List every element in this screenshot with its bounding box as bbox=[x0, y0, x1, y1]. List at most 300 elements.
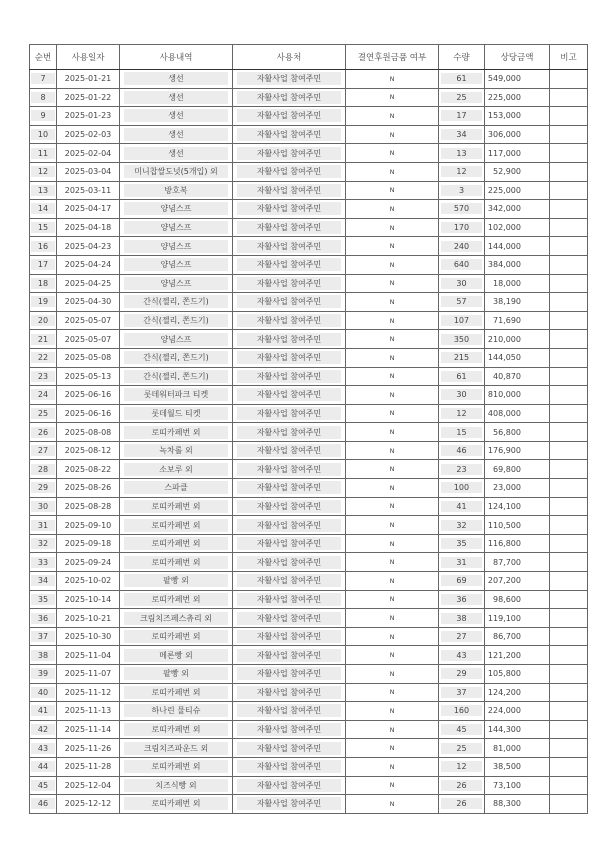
cell-place bbox=[233, 460, 346, 479]
cell-usage-value: 팥빵 외 bbox=[124, 667, 228, 680]
cell-date: 2025-08-08 bbox=[57, 423, 120, 442]
cell-place-value: 자활사업 참여주민 bbox=[237, 72, 341, 85]
table-row bbox=[30, 162, 588, 181]
cell-qty bbox=[439, 534, 485, 553]
cell-place bbox=[233, 293, 346, 312]
cell-usage bbox=[120, 460, 233, 479]
cell-note bbox=[550, 534, 588, 553]
table-row bbox=[30, 181, 588, 200]
cell-date: 2025-02-03 bbox=[57, 125, 120, 144]
cell-date: 2025-06-16 bbox=[57, 386, 120, 405]
cell-seq bbox=[30, 107, 57, 126]
cell-amount: 224,000 bbox=[485, 702, 550, 721]
cell-amount: 124,200 bbox=[485, 683, 550, 702]
cell-note bbox=[550, 460, 588, 479]
cell-qty-value: 41 bbox=[441, 501, 481, 512]
cell-place bbox=[233, 795, 346, 814]
cell-date: 2025-05-13 bbox=[57, 367, 120, 386]
cell-usage-value: 크림치즈페스츄리 외 bbox=[124, 612, 228, 625]
cell-place bbox=[233, 88, 346, 107]
cell-usage bbox=[120, 144, 233, 163]
cell-note bbox=[550, 683, 588, 702]
cell-seq bbox=[30, 237, 57, 256]
cell-usage-value: 팥빵 외 bbox=[124, 574, 228, 587]
cell-usage bbox=[120, 404, 233, 423]
cell-place bbox=[233, 404, 346, 423]
table-row bbox=[30, 255, 588, 274]
cell-qty-value: 23 bbox=[441, 464, 481, 475]
cell-seq bbox=[30, 479, 57, 498]
cell-usage bbox=[120, 590, 233, 609]
cell-seq-value: 38 bbox=[31, 650, 55, 661]
cell-usage bbox=[120, 627, 233, 646]
cell-flag: N bbox=[346, 162, 439, 181]
cell-place-value: 자활사업 참여주민 bbox=[237, 704, 341, 717]
cell-seq-value: 26 bbox=[31, 427, 55, 438]
cell-usage bbox=[120, 776, 233, 795]
cell-usage-value: 로띠카페번 외 bbox=[124, 537, 228, 550]
cell-date: 2025-03-04 bbox=[57, 162, 120, 181]
cell-seq-value: 35 bbox=[31, 594, 55, 605]
cell-qty-value: 61 bbox=[441, 371, 481, 382]
cell-seq-value: 33 bbox=[31, 557, 55, 568]
cell-qty-value: 12 bbox=[441, 166, 481, 177]
cell-usage bbox=[120, 218, 233, 237]
cell-usage bbox=[120, 330, 233, 349]
cell-amount: 144,000 bbox=[485, 237, 550, 256]
cell-note bbox=[550, 479, 588, 498]
cell-usage bbox=[120, 348, 233, 367]
cell-note bbox=[550, 757, 588, 776]
table-body bbox=[30, 70, 588, 814]
table-row bbox=[30, 274, 588, 293]
cell-place bbox=[233, 572, 346, 591]
cell-qty-value: 30 bbox=[441, 278, 481, 289]
cell-usage bbox=[120, 553, 233, 572]
cell-note bbox=[550, 311, 588, 330]
cell-place-value: 자활사업 참여주민 bbox=[237, 444, 341, 457]
cell-place bbox=[233, 423, 346, 442]
cell-usage-value: 간식(젤리, 쫀드기) bbox=[124, 295, 228, 308]
cell-flag: N bbox=[346, 144, 439, 163]
cell-qty bbox=[439, 609, 485, 628]
cell-note bbox=[550, 293, 588, 312]
cell-usage-value: 양념스프 bbox=[124, 333, 228, 346]
cell-usage-value: 생선 bbox=[124, 109, 228, 122]
cell-place bbox=[233, 367, 346, 386]
cell-flag: N bbox=[346, 720, 439, 739]
cell-usage-value: 생선 bbox=[124, 72, 228, 85]
cell-date: 2025-04-17 bbox=[57, 200, 120, 219]
cell-flag: N bbox=[346, 534, 439, 553]
cell-seq-value: 41 bbox=[31, 705, 55, 716]
cell-amount: 69,800 bbox=[485, 460, 550, 479]
cell-qty-value: 100 bbox=[441, 482, 481, 493]
cell-seq bbox=[30, 441, 57, 460]
cell-flag: N bbox=[346, 553, 439, 572]
cell-place bbox=[233, 720, 346, 739]
cell-usage bbox=[120, 795, 233, 814]
cell-place bbox=[233, 776, 346, 795]
cell-note bbox=[550, 776, 588, 795]
cell-place bbox=[233, 237, 346, 256]
cell-note bbox=[550, 386, 588, 405]
cell-qty-value: 17 bbox=[441, 110, 481, 121]
cell-qty-value: 26 bbox=[441, 798, 481, 809]
cell-qty-value: 107 bbox=[441, 315, 481, 326]
cell-qty-value: 61 bbox=[441, 73, 481, 84]
cell-usage-value: 양념스프 bbox=[124, 202, 228, 215]
cell-flag: N bbox=[346, 404, 439, 423]
table-row bbox=[30, 144, 588, 163]
cell-qty bbox=[439, 367, 485, 386]
cell-amount: 52,900 bbox=[485, 162, 550, 181]
cell-qty-value: 43 bbox=[441, 650, 481, 661]
cell-place-value: 자활사업 참여주민 bbox=[237, 556, 341, 569]
table-row bbox=[30, 516, 588, 535]
cell-qty-value: 35 bbox=[441, 538, 481, 549]
cell-usage-value: 양념스프 bbox=[124, 221, 228, 234]
cell-place-value: 자활사업 참여주민 bbox=[237, 128, 341, 141]
cell-note bbox=[550, 795, 588, 814]
cell-qty-value: 640 bbox=[441, 259, 481, 270]
cell-place bbox=[233, 590, 346, 609]
cell-date: 2025-04-25 bbox=[57, 274, 120, 293]
cell-place-value: 자활사업 참여주민 bbox=[237, 630, 341, 643]
cell-date: 2025-05-07 bbox=[57, 330, 120, 349]
cell-date: 2025-10-02 bbox=[57, 572, 120, 591]
cell-seq bbox=[30, 367, 57, 386]
cell-seq bbox=[30, 795, 57, 814]
cell-amount: 40,870 bbox=[485, 367, 550, 386]
cell-date: 2025-11-26 bbox=[57, 739, 120, 758]
cell-usage-value: 메론빵 외 bbox=[124, 649, 228, 662]
cell-seq-value: 19 bbox=[31, 296, 55, 307]
table-row bbox=[30, 776, 588, 795]
cell-seq bbox=[30, 274, 57, 293]
cell-flag: N bbox=[346, 107, 439, 126]
table-row bbox=[30, 720, 588, 739]
cell-date: 2025-03-11 bbox=[57, 181, 120, 200]
cell-usage-value: 양념스프 bbox=[124, 277, 228, 290]
cell-place-value: 자활사업 참여주민 bbox=[237, 612, 341, 625]
cell-qty bbox=[439, 683, 485, 702]
cell-qty bbox=[439, 70, 485, 89]
cell-note bbox=[550, 367, 588, 386]
cell-amount: 124,100 bbox=[485, 497, 550, 516]
table-row bbox=[30, 665, 588, 684]
cell-seq-value: 28 bbox=[31, 464, 55, 475]
cell-flag: N bbox=[346, 367, 439, 386]
cell-note bbox=[550, 441, 588, 460]
cell-usage bbox=[120, 683, 233, 702]
cell-usage-value: 소보루 외 bbox=[124, 463, 228, 476]
cell-place bbox=[233, 627, 346, 646]
cell-usage-value: 방호복 bbox=[124, 184, 228, 197]
cell-note bbox=[550, 609, 588, 628]
cell-place-value: 자활사업 참여주민 bbox=[237, 519, 341, 532]
cell-seq bbox=[30, 460, 57, 479]
cell-qty bbox=[439, 739, 485, 758]
cell-usage-value: 간식(젤리, 쫀드기) bbox=[124, 370, 228, 383]
cell-note bbox=[550, 125, 588, 144]
usage-table bbox=[29, 44, 588, 814]
cell-usage bbox=[120, 665, 233, 684]
cell-date: 2025-12-12 bbox=[57, 795, 120, 814]
cell-place bbox=[233, 330, 346, 349]
cell-flag: N bbox=[346, 795, 439, 814]
cell-note bbox=[550, 70, 588, 89]
cell-usage-value: 치즈식빵 외 bbox=[124, 779, 228, 792]
cell-usage-value: 생선 bbox=[124, 147, 228, 160]
cell-flag: N bbox=[346, 330, 439, 349]
cell-seq bbox=[30, 162, 57, 181]
header-date: 사용일자 bbox=[57, 45, 120, 70]
cell-flag: N bbox=[346, 683, 439, 702]
cell-place bbox=[233, 739, 346, 758]
cell-seq bbox=[30, 627, 57, 646]
cell-qty bbox=[439, 348, 485, 367]
table-row bbox=[30, 627, 588, 646]
cell-seq bbox=[30, 218, 57, 237]
table-row bbox=[30, 460, 588, 479]
cell-place-value: 자활사업 참여주민 bbox=[237, 147, 341, 160]
cell-flag: N bbox=[346, 70, 439, 89]
cell-usage-value: 스파클 bbox=[124, 481, 228, 494]
table-row bbox=[30, 423, 588, 442]
cell-flag: N bbox=[346, 311, 439, 330]
cell-flag: N bbox=[346, 218, 439, 237]
cell-seq bbox=[30, 534, 57, 553]
cell-seq-value: 14 bbox=[31, 203, 55, 214]
cell-qty bbox=[439, 627, 485, 646]
cell-place-value: 자활사업 참여주민 bbox=[237, 388, 341, 401]
cell-qty bbox=[439, 330, 485, 349]
cell-place bbox=[233, 162, 346, 181]
cell-seq-value: 10 bbox=[31, 129, 55, 140]
cell-place-value: 자활사업 참여주민 bbox=[237, 593, 341, 606]
cell-amount: 384,000 bbox=[485, 255, 550, 274]
cell-usage bbox=[120, 200, 233, 219]
cell-qty bbox=[439, 200, 485, 219]
cell-qty-value: 13 bbox=[441, 148, 481, 159]
cell-seq bbox=[30, 553, 57, 572]
table-row bbox=[30, 386, 588, 405]
cell-amount: 116,800 bbox=[485, 534, 550, 553]
cell-flag: N bbox=[346, 441, 439, 460]
cell-qty bbox=[439, 776, 485, 795]
cell-flag: N bbox=[346, 88, 439, 107]
cell-seq bbox=[30, 702, 57, 721]
table-row bbox=[30, 293, 588, 312]
cell-usage bbox=[120, 255, 233, 274]
cell-date: 2025-08-12 bbox=[57, 441, 120, 460]
cell-seq-value: 32 bbox=[31, 538, 55, 549]
table-row bbox=[30, 609, 588, 628]
cell-amount: 87,700 bbox=[485, 553, 550, 572]
cell-usage bbox=[120, 479, 233, 498]
cell-qty-value: 37 bbox=[441, 687, 481, 698]
cell-place bbox=[233, 665, 346, 684]
cell-amount: 18,000 bbox=[485, 274, 550, 293]
cell-seq-value: 25 bbox=[31, 408, 55, 419]
cell-qty-value: 12 bbox=[441, 408, 481, 419]
cell-qty bbox=[439, 107, 485, 126]
cell-flag: N bbox=[346, 293, 439, 312]
cell-qty-value: 29 bbox=[441, 668, 481, 679]
cell-place-value: 자활사업 참여주민 bbox=[237, 184, 341, 197]
cell-flag: N bbox=[346, 237, 439, 256]
cell-place bbox=[233, 479, 346, 498]
cell-amount: 71,690 bbox=[485, 311, 550, 330]
cell-flag: N bbox=[346, 702, 439, 721]
cell-usage-value: 로띠카페번 외 bbox=[124, 686, 228, 699]
cell-date: 2025-11-28 bbox=[57, 757, 120, 776]
cell-seq bbox=[30, 144, 57, 163]
cell-note bbox=[550, 404, 588, 423]
cell-usage bbox=[120, 70, 233, 89]
cell-usage-value: 생선 bbox=[124, 91, 228, 104]
cell-amount: 225,000 bbox=[485, 88, 550, 107]
cell-flag: N bbox=[346, 609, 439, 628]
cell-place-value: 자활사업 참여주민 bbox=[237, 760, 341, 773]
cell-qty-value: 46 bbox=[441, 445, 481, 456]
cell-note bbox=[550, 274, 588, 293]
table-row bbox=[30, 125, 588, 144]
cell-seq-value: 42 bbox=[31, 724, 55, 735]
cell-amount: 23,000 bbox=[485, 479, 550, 498]
cell-qty bbox=[439, 479, 485, 498]
cell-amount: 144,050 bbox=[485, 348, 550, 367]
header-usage: 사용내역 bbox=[120, 45, 233, 70]
cell-seq-value: 39 bbox=[31, 668, 55, 679]
cell-amount: 38,190 bbox=[485, 293, 550, 312]
cell-place-value: 자활사업 참여주민 bbox=[237, 277, 341, 290]
cell-usage bbox=[120, 162, 233, 181]
cell-qty bbox=[439, 720, 485, 739]
cell-qty bbox=[439, 144, 485, 163]
cell-usage bbox=[120, 646, 233, 665]
cell-qty bbox=[439, 553, 485, 572]
cell-amount: 810,000 bbox=[485, 386, 550, 405]
cell-qty-value: 350 bbox=[441, 334, 481, 345]
cell-qty bbox=[439, 795, 485, 814]
cell-seq-value: 45 bbox=[31, 780, 55, 791]
cell-amount: 98,600 bbox=[485, 590, 550, 609]
table-row bbox=[30, 70, 588, 89]
cell-place-value: 자활사업 참여주민 bbox=[237, 221, 341, 234]
cell-amount: 110,500 bbox=[485, 516, 550, 535]
cell-amount: 73,100 bbox=[485, 776, 550, 795]
cell-note bbox=[550, 162, 588, 181]
cell-qty bbox=[439, 293, 485, 312]
cell-amount: 210,000 bbox=[485, 330, 550, 349]
cell-note bbox=[550, 218, 588, 237]
cell-note bbox=[550, 627, 588, 646]
cell-seq bbox=[30, 776, 57, 795]
cell-note bbox=[550, 144, 588, 163]
cell-qty bbox=[439, 311, 485, 330]
cell-place bbox=[233, 200, 346, 219]
cell-place bbox=[233, 441, 346, 460]
cell-seq bbox=[30, 88, 57, 107]
cell-note bbox=[550, 237, 588, 256]
cell-date: 2025-01-21 bbox=[57, 70, 120, 89]
cell-note bbox=[550, 590, 588, 609]
cell-place bbox=[233, 553, 346, 572]
cell-usage bbox=[120, 516, 233, 535]
cell-qty bbox=[439, 590, 485, 609]
cell-qty-value: 45 bbox=[441, 724, 481, 735]
cell-place bbox=[233, 516, 346, 535]
cell-flag: N bbox=[346, 348, 439, 367]
cell-qty-value: 36 bbox=[441, 594, 481, 605]
cell-flag: N bbox=[346, 739, 439, 758]
cell-place-value: 자활사업 참여주민 bbox=[237, 240, 341, 253]
header-amount: 상당금액 bbox=[485, 45, 550, 70]
cell-note bbox=[550, 516, 588, 535]
cell-flag: N bbox=[346, 200, 439, 219]
cell-seq bbox=[30, 348, 57, 367]
cell-flag: N bbox=[346, 479, 439, 498]
cell-seq-value: 46 bbox=[31, 798, 55, 809]
cell-usage-value: 로띠카페번 외 bbox=[124, 797, 228, 810]
cell-place bbox=[233, 683, 346, 702]
table-row bbox=[30, 237, 588, 256]
cell-usage-value: 로띠카페번 외 bbox=[124, 426, 228, 439]
cell-usage bbox=[120, 423, 233, 442]
cell-seq bbox=[30, 386, 57, 405]
cell-date: 2025-01-23 bbox=[57, 107, 120, 126]
cell-usage bbox=[120, 720, 233, 739]
cell-amount: 176,900 bbox=[485, 441, 550, 460]
cell-qty bbox=[439, 646, 485, 665]
cell-qty-value: 3 bbox=[441, 185, 481, 196]
table-row bbox=[30, 646, 588, 665]
cell-amount: 88,300 bbox=[485, 795, 550, 814]
cell-seq bbox=[30, 200, 57, 219]
cell-place bbox=[233, 386, 346, 405]
cell-flag: N bbox=[346, 665, 439, 684]
header-quantity: 수량 bbox=[439, 45, 485, 70]
cell-amount: 81,000 bbox=[485, 739, 550, 758]
cell-amount: 225,000 bbox=[485, 181, 550, 200]
cell-seq bbox=[30, 757, 57, 776]
cell-place-value: 자활사업 참여주민 bbox=[237, 742, 341, 755]
cell-usage-value: 간식(젤리, 쫀드기) bbox=[124, 314, 228, 327]
cell-seq-value: 40 bbox=[31, 687, 55, 698]
cell-flag: N bbox=[346, 776, 439, 795]
cell-place bbox=[233, 70, 346, 89]
cell-place-value: 자활사업 참여주민 bbox=[237, 649, 341, 662]
cell-qty-value: 69 bbox=[441, 575, 481, 586]
cell-qty-value: 32 bbox=[441, 520, 481, 531]
cell-flag: N bbox=[346, 460, 439, 479]
table-row bbox=[30, 441, 588, 460]
cell-usage-value: 롯데월드 티켓 bbox=[124, 407, 228, 420]
table-row bbox=[30, 200, 588, 219]
table-row bbox=[30, 348, 588, 367]
cell-amount: 342,000 bbox=[485, 200, 550, 219]
cell-seq bbox=[30, 572, 57, 591]
cell-qty bbox=[439, 125, 485, 144]
cell-flag: N bbox=[346, 516, 439, 535]
cell-qty-value: 160 bbox=[441, 705, 481, 716]
cell-seq bbox=[30, 293, 57, 312]
table-row bbox=[30, 497, 588, 516]
cell-usage bbox=[120, 757, 233, 776]
cell-seq bbox=[30, 720, 57, 739]
